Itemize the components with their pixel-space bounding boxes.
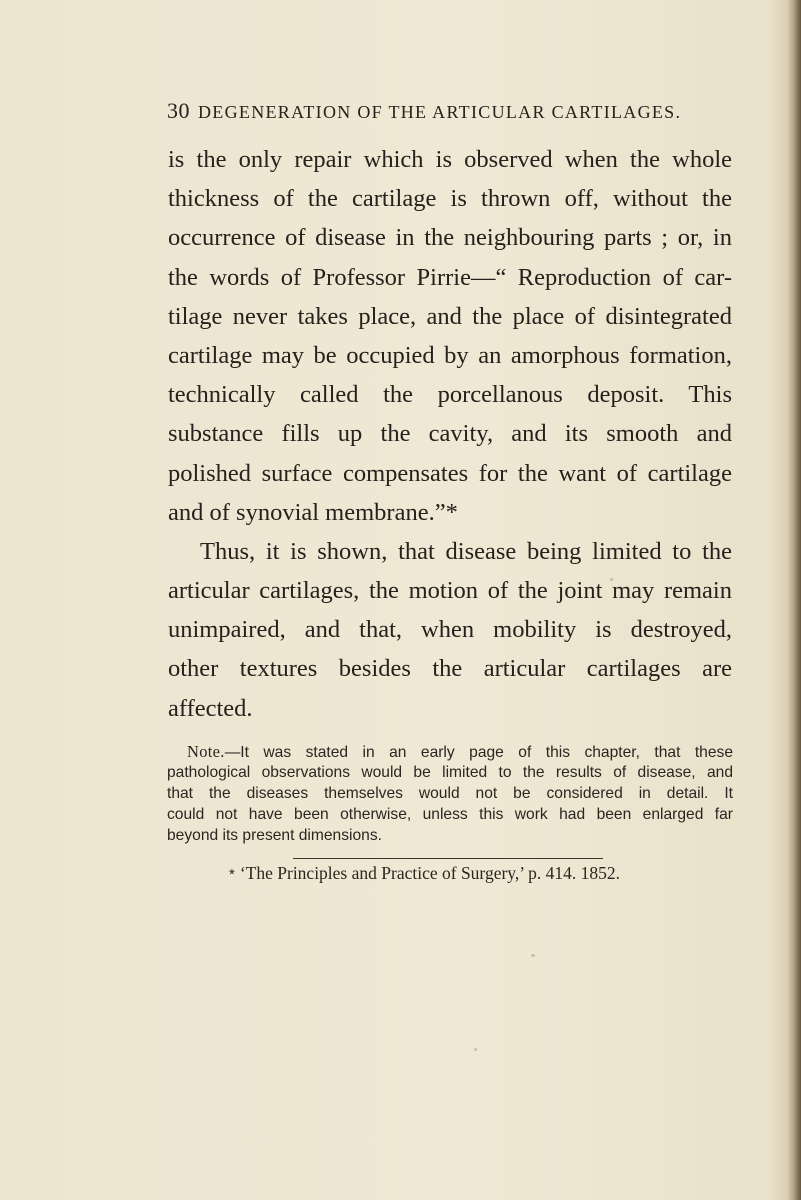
note-line: pathological observations would be limited to the results of disease, and: [167, 764, 733, 781]
body-line: cartilage may be occupied by an amorphous formation,: [168, 341, 732, 369]
body-line: is the only repair which is observed when the whole: [168, 146, 732, 173]
note-lead: Note.: [187, 742, 225, 761]
body-text: [168, 140, 732, 728]
footnote-rule: [293, 858, 603, 859]
footnote-text: ‘The Principles and Practice of Surgery,’ p. 414. 1852.: [239, 863, 621, 883]
body-line: the words of Professor Pirrie—“ Reproduction of car-: [168, 263, 732, 291]
note-line: —It was stated in an early page of this chapter, that these: [224, 744, 733, 761]
running-title: DEGENERATION OF THE ARTICULAR CARTILAGES.: [198, 102, 682, 122]
footnote: [229, 860, 689, 888]
body-line: and of synovial membrane.”*: [168, 498, 458, 526]
body-line: affected.: [168, 694, 253, 722]
note-line: that the diseases themselves would not be considered in detail. It: [167, 785, 733, 802]
paper-speck: [531, 954, 535, 957]
running-head: [167, 98, 727, 128]
body-line: polished surface compensates for the want of cartilage: [168, 459, 732, 487]
body-line: unimpaired, and that, when mobility is destroyed,: [168, 616, 732, 644]
page-number: 30: [167, 98, 190, 123]
page-edge-shadow: [787, 0, 801, 1200]
body-line: tilage never takes place, and the place of disintegrated: [168, 302, 732, 330]
body-line: technically called the porcellanous deposit. This: [168, 381, 732, 409]
note-line: could not have been otherwise, unless this work had been enlarged far: [167, 806, 733, 823]
note-line: beyond its present dimensions.: [167, 827, 382, 844]
paper-speck: [474, 1048, 477, 1051]
body-line: Thus, it is shown, that disease being limited to the: [200, 537, 732, 565]
body-line: articular cartilages, the motion of the joint may remain: [168, 577, 732, 605]
body-line: thickness of the cartilage is thrown off, without the: [168, 185, 732, 213]
body-line: other textures besides the articular cartilages are: [168, 655, 732, 683]
note-paragraph: [167, 741, 733, 846]
body-line: substance fills up the cavity, and its smooth and: [168, 420, 732, 448]
body-line: occurrence of disease in the neighbouring parts ; or, in: [168, 224, 732, 252]
paper-speck: [610, 578, 613, 581]
footnote-marker: *: [229, 866, 235, 883]
note-first-line: [167, 741, 733, 762]
